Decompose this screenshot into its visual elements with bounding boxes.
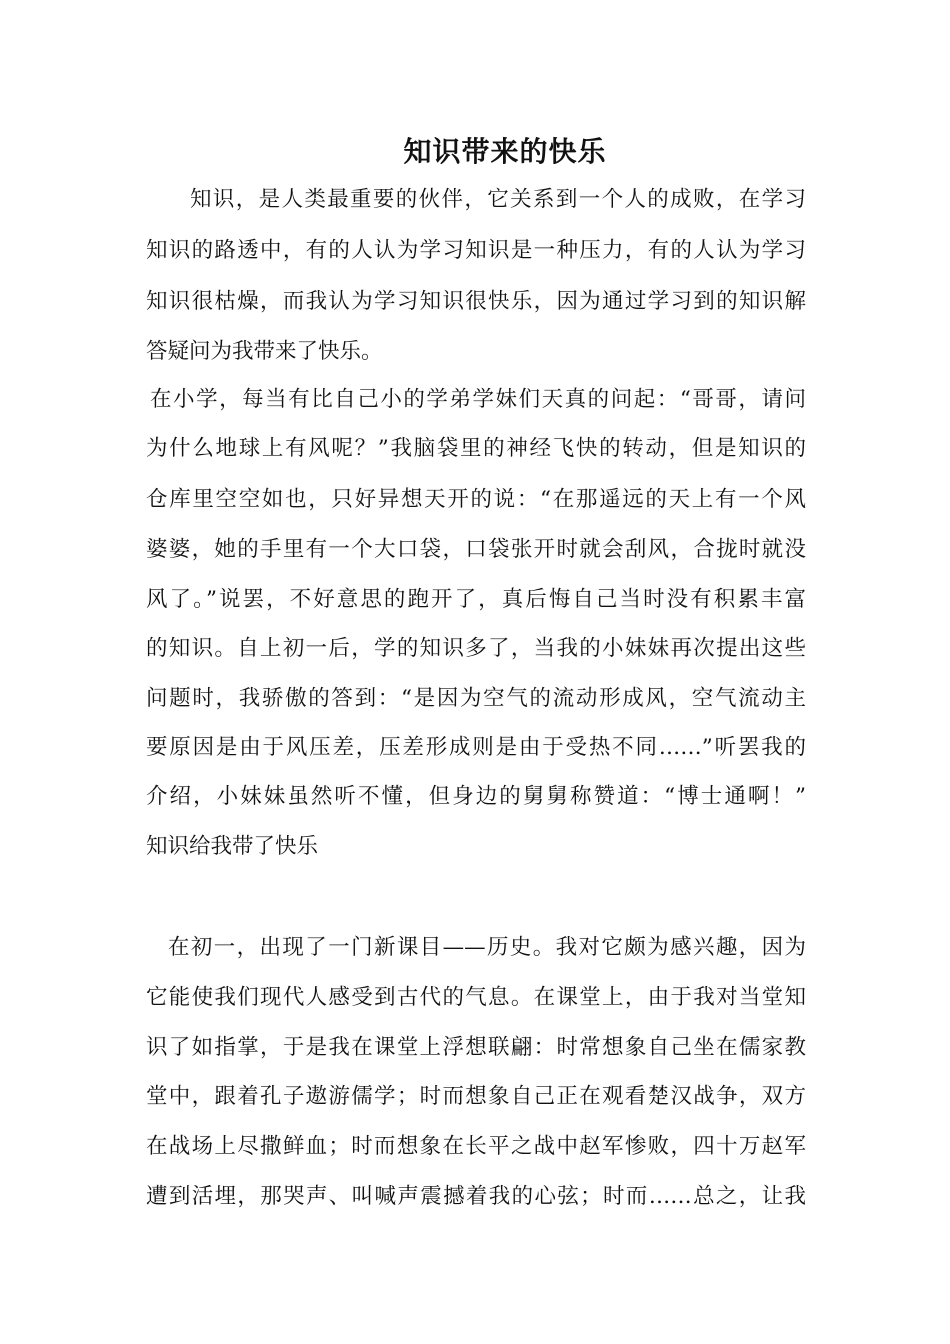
paragraph-line: 风了。”说罢，不好意思的跑开了，真后悔自己当时没有积累丰富 — [146, 587, 806, 612]
paragraph-line: 仓库里空空如也，只好异想天开的说：“在那遥远的天上有一个风 — [146, 487, 806, 512]
paragraph-line: 知识，是人类最重要的伙伴，它关系到一个人的成败，在学习 — [190, 187, 806, 212]
paragraph-line: 遭到活埋，那哭声、叫喊声震撼着我的心弦；时而……总之，让我 — [146, 1184, 806, 1209]
paragraph-line: 婆婆，她的手里有一个大口袋，口袋张开时就会刮风，合拢时就没 — [146, 537, 806, 562]
paragraph-line: 识了如指掌，于是我在课堂上浮想联翩：时常想象自己坐在儒家教 — [146, 1035, 806, 1060]
paragraph-line: 知识的路透中，有的人认为学习知识是一种压力，有的人认为学习 — [146, 238, 806, 263]
paragraph-line: 问题时，我骄傲的答到：“是因为空气的流动形成风，空气流动主 — [146, 686, 806, 711]
paragraph-line: 知识很枯燥，而我认为学习知识很快乐，因为通过学习到的知识解 — [146, 289, 806, 314]
paragraph-line: 的知识。自上初一后，学的知识多了，当我的小妹妹再次提出这些 — [146, 636, 806, 661]
paragraph-line: 在战场上尽撒鲜血；时而想象在长平之战中赵军惨败，四十万赵军 — [146, 1134, 806, 1159]
paragraph-line: 答疑问为我带来了快乐。 — [146, 339, 383, 364]
paragraph-line: 知识给我带了快乐 — [146, 834, 319, 859]
paragraph-line: 介绍，小妹妹虽然听不懂，但身边的舅舅称赞道：“博士通啊！” — [146, 784, 806, 809]
paragraph-line: 为什么地球上有风呢？”我脑袋里的神经飞快的转动，但是知识的 — [146, 436, 806, 461]
document-title: 知识带来的快乐 — [403, 135, 607, 168]
paragraph-line: 要原因是由于风压差，压差形成则是由于受热不同……”听罢我的 — [146, 735, 806, 760]
paragraph-line: 在初一，出现了一门新课目——历史。我对它颇为感兴趣，因为 — [168, 935, 806, 960]
paragraph-line: 它能使我们现代人感受到古代的气息。在课堂上，由于我对当堂知 — [146, 985, 806, 1010]
paragraph-line: 堂中，跟着孔子遨游儒学；时而想象自己正在观看楚汉战争，双方 — [146, 1084, 806, 1109]
paragraph-line: 在小学，每当有比自己小的学弟学妹们天真的问起：“哥哥，请问 — [150, 387, 806, 412]
